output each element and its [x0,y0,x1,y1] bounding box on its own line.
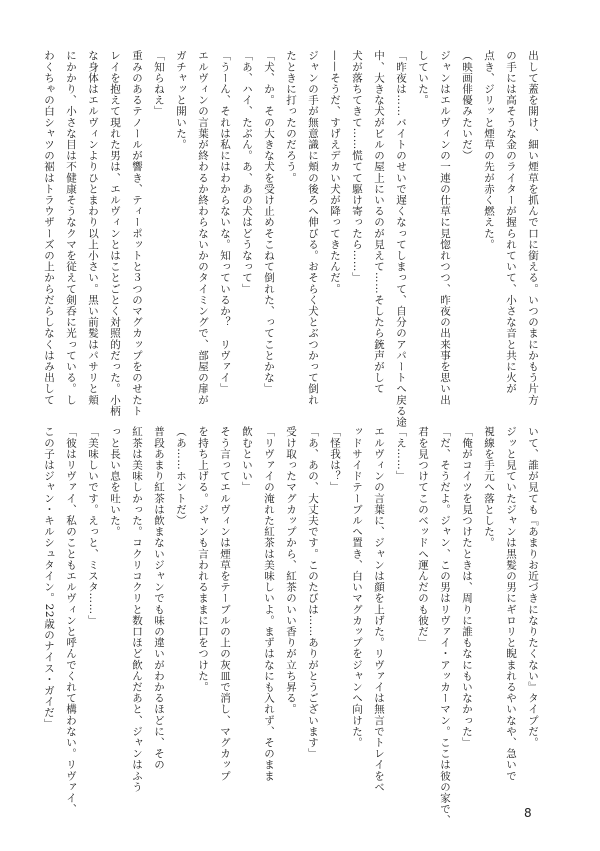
text-line: 「怪我は？」 [329,426,341,493]
text-line: たときに打ったのだろう。 [285,50,297,184]
text-line: ジャンはエルヴィンの一連の仕草に見惚れつつ、昨夜の出来事を思い出 [439,50,451,406]
text-line: 君を見つけてこのベッドへ運んだのも彼だ」 [417,426,429,648]
text-line: 犬が落ちてきて……慌てて駆け寄ったら……」 [351,50,363,284]
text-line: そう言ってエルヴィンは煙草をテーブルの上の灰皿で消し、マグカップ [219,426,231,782]
page-number: 8 [524,806,532,820]
text-line: 「リヴァイの淹れた紅茶は美味しいよ。まずはなにも入れず、そのまま [263,426,275,782]
text-line: ジャンの手が無意識に頬の後ろへ伸びる。おそらく犬とぶつかって倒れ [307,50,319,406]
text-line: レイを抱えて現れた男は、エルヴィンとはことごとく対照的だった。小柄 [109,50,121,417]
text-line: の手には高そうな金のライターが握られていて、小さな音と共に火が [505,50,517,395]
text-line: わくちゃの白シャツの裾はトラウザーズの上からだらしなくはみ出して [43,50,55,406]
text-line: 点き、ジリッと煙草の先が赤く燃えた。 [483,50,495,250]
text-line: な身体はエルヴィンよりひとまわり以上小さい。黒い前髪はパサリと頬 [87,50,99,406]
text-line: 重みのあるテノールが響き、ティーポットと３つのマグカップをのせたト [131,50,143,417]
text-line: （あ……ホントだ） [175,426,187,526]
text-line: 出して蓋を開け、細い煙草を抓んで口に銜える。いつのまにかもう片方 [527,50,539,406]
text-line: 「昨夜は……バイトのせいで遅くなってしまって、自分のアパートへ戻る途 [395,50,407,428]
lower-text-block [43,426,544,826]
text-line: 受け取ったマグカップから、紅茶のいい香りが立ち昇る。 [285,426,297,715]
text-line: 紅茶は美味しかった。コクリコクリと数口ほど飲んだあと、ジャンはふう [131,426,143,793]
text-line: 普段あまり紅茶は飲まないジャンでも味の違いがわかるほどに、その [153,426,165,771]
text-line: していた。 [417,50,429,106]
text-line: 「俺がコイツを見つけたときは、周りに誰もなにもいなかった」 [461,426,473,748]
text-line: 「だ、そうだよ。ジャン、この男はリヴァイ・アッカーマン。ここは彼の家で、 [439,426,451,826]
text-line: 「うーん、それは私にはわからないな。知っているか？ リヴァイ」 [219,50,231,395]
text-line: ガチャッと開いた。 [175,50,187,150]
text-line: エルヴィンの言葉が終わるか終わらないかのタイミングで、部屋の扉が [197,50,209,406]
text-line: 「あ、ハイ、たぶん。あ、あの犬はどうなって」 [241,50,253,295]
text-line: っと長い息を吐いた。 [109,426,121,537]
text-line: （映画俳優みたいだ） [461,50,473,161]
text-line: ッドサイドテーブルへ置き、白いマグカップをジャンへ向けた。 [351,426,363,748]
text-line: 「え……」 [395,426,407,482]
text-line: を持ち上げる。ジャンも言われるままに口をつけた。 [197,426,209,693]
text-line: にかかり、小さな目は不健康そうなクマを従えて剣呑に光っている。し [65,50,77,406]
text-line: 中、大きな犬がビルの屋上にいるのが見えて……そしたら銃声がして [373,50,385,395]
text-line: エルヴィンの言葉に、ジャンは顔を上げた。リヴァイは無言でトレイをベ [373,426,385,793]
text-line: 「犬、か。その大きな犬を受け止めそこねて倒れた、ってことかな」 [263,50,275,395]
upper-text-block [43,50,544,428]
text-line: 飲むといい」 [241,426,253,493]
text-line: 「彼はリヴァイ、私のこともエルヴィンと呼んでくれて構わない。リヴァイ、 [65,426,77,815]
text-line: 「美味しいです。えっと、ミスタ……」 [87,426,99,626]
text-line: いて、誰が見ても『あまりお近づきになりたくない』タイプだ。 [527,426,539,748]
text-line: この子はジャン・キルシュタイン。22歳のナイス・ガイだ」 [43,426,55,730]
text-line: ——そうだ、すげえデカい犬が降ってきたんだ。 [329,50,341,295]
text-line: 「知らねえ」 [153,50,165,117]
text-line: 「あ、あの、大丈夫です。このたびは……ありがとうございます」 [307,426,319,759]
text-line: ジッと見ていたジャンは黒髪の男にギロリと睨まれるやいなや、急いで [505,426,517,782]
text-line: 視線を手元へ落とした。 [483,426,495,549]
